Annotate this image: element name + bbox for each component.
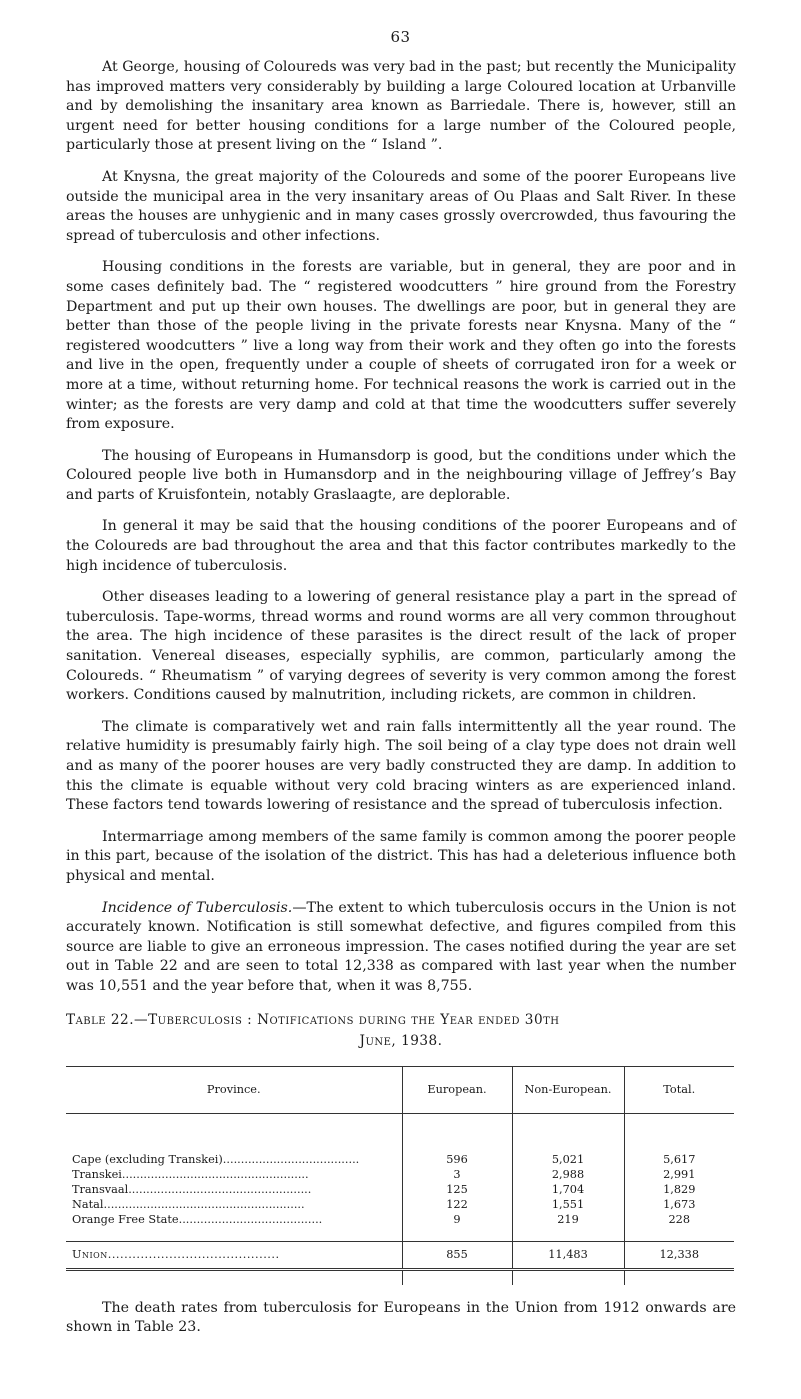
table-caption-line2: June, 1938. xyxy=(359,1033,443,1050)
cell-european: 125 xyxy=(402,1182,512,1197)
cell-total: 1,829 xyxy=(624,1182,734,1197)
cell-grand-total: 12,338 xyxy=(624,1241,734,1269)
table-caption xyxy=(66,1011,736,1052)
cell-union: Union.......................................... xyxy=(66,1241,402,1269)
header-province: Province. xyxy=(66,1066,402,1113)
table-row xyxy=(66,1167,734,1182)
table-tail xyxy=(66,1269,734,1285)
cell-european: 122 xyxy=(402,1197,512,1212)
cell-province: Transvaal................................................... xyxy=(72,1182,312,1196)
table-spacer xyxy=(66,1113,734,1152)
table-row xyxy=(66,1197,734,1212)
incidence-paragraph xyxy=(66,899,736,997)
table-row xyxy=(66,1182,734,1197)
cell-european: 3 xyxy=(402,1167,512,1182)
cell-total: 2,991 xyxy=(624,1167,734,1182)
paragraph: The climate is comparatively wet and rain falls intermittently all the year round. The relative humidity is presumably fairly high. The soil being of a clay type does not drain well and as many of the poorer houses are very badly constructed they are damp. In addition to this the climate is equable without very cold bracing winters as are experienced inland. These factors tend towards lowering of resistance and the spread of tuberculosis infection. xyxy=(66,718,736,814)
cell-total: 228 xyxy=(624,1212,734,1227)
paragraph: In general it may be said that the housing conditions of the poorer Europeans and of the Coloureds are bad throughout the area and that this factor contributes markedly to the high incidence of tuberculosis. xyxy=(66,518,736,574)
paragraph: Intermarriage among members of the same family is common among the poorer people in this part, because of the isolation of the district. This has had a deleterious influence both physical and mental. xyxy=(66,828,736,884)
cell-province: Cape (excluding Transkei)...................................... xyxy=(72,1152,360,1166)
paragraph: At George, housing of Coloureds was very bad in the past; but recently the Municipality has improved matters very considerably by building a large Coloured location at Urbanville and by demolishing the insanitary area known as Barriedale. There is, however, still an urgent need for better housing conditions for a large number of the Coloured people, particularly those at present living on the “ Island ”. xyxy=(66,59,736,154)
paragraph: At Knysna, the great majority of the Coloureds and some of the poorer Europeans live outside the municipal area in the very insanitary areas of Ou Plaas and Salt River. In these areas the houses are unhygienic and in many cases grossly overcrowded, thus favouring the spread of tuberculosis and other infections. xyxy=(66,168,736,244)
cell-non-european: 5,021 xyxy=(512,1152,624,1167)
cell-province: Transkei.................................................... xyxy=(72,1167,309,1181)
cell-non-european: 1,551 xyxy=(512,1197,624,1212)
cell-total: 1,673 xyxy=(624,1197,734,1212)
notifications-table xyxy=(66,1066,734,1285)
header-non-european: Non-European. xyxy=(512,1066,624,1113)
table-row xyxy=(66,1212,734,1227)
body-text xyxy=(66,58,736,1350)
cell-non-european: 219 xyxy=(512,1212,624,1227)
header-total: Total. xyxy=(624,1066,734,1113)
cell-european: 596 xyxy=(402,1152,512,1167)
cell-total: 5,617 xyxy=(624,1152,734,1167)
table-total-row xyxy=(66,1241,734,1269)
closing-paragraph: The death rates from tuberculosis for Europeans in the Union from 1912 onwards are shown in Table 23. xyxy=(66,1299,736,1336)
paragraph: The housing of Europeans in Humansdorp is good, but the conditions under which the Coloured people live both in Humansdorp and in the neighbouring village of Jeffrey’s Bay and parts of Kruisfontein, notably Graslaagte, are deplorable. xyxy=(66,447,736,503)
cell-province: Orange Free State........................................ xyxy=(72,1212,323,1226)
cell-province: Natal........................................................ xyxy=(72,1197,305,1211)
header-european: European. xyxy=(402,1066,512,1113)
table-row xyxy=(66,1152,734,1167)
incidence-text: —The extent to which tuberculosis occurs in the Union is not accurately known. Notification is still somewhat defective, and figures compiled from this source are liable to give an erroneous impression. The cases notified during the year are set out in Table 22 and are seen to total 12,338 as compared with last year when the number was 10,551 and the year before that, when it was 8,755. xyxy=(66,899,736,994)
cell-european-total: 855 xyxy=(402,1241,512,1269)
cell-non-european: 2,988 xyxy=(512,1167,624,1182)
table-spacer xyxy=(66,1227,734,1242)
table-header-row xyxy=(66,1066,734,1113)
cell-non-european: 1,704 xyxy=(512,1182,624,1197)
cell-european: 9 xyxy=(402,1212,512,1227)
table-caption-line1: Table 22.—Tuberculosis : Notifications during the Year ended 30th xyxy=(66,1011,560,1028)
page-number: 63 xyxy=(390,28,411,46)
incidence-heading: Incidence of Tuberculosis. xyxy=(102,899,293,916)
cell-non-european-total: 11,483 xyxy=(512,1241,624,1269)
paragraph: Other diseases leading to a lowering of general resistance play a part in the spread of tuberculosis. Tape-worms, thread worms and round worms are all very common throughout the area. The high incidence of these parasites is the direct result of the lack of proper sanitation. Venereal diseases, especially syphilis, are common, particularly among the Coloureds. “ Rheumatism ” of varying degrees of severity is very common among the forest workers. Conditions caused by malnutrition, including rickets, are common in children. xyxy=(66,589,736,704)
paragraph: Housing conditions in the forests are variable, but in general, they are poor and in some cases definitely bad. The “ registered woodcutters ” hire ground from the Forestry Department and put up their own houses. The dwellings are poor, but in general they are better than those of the people living in the private forests near Knysna. Many of the “ registered woodcutters ” live a long way from their work and they often go into the forests and live in the open, frequently under a couple of sheets of corrugated iron for a week or more at a time, without returning home. For technical reasons the work is carried out in the winter; as the forests are very damp and cold at that time the woodcutters suffer severely from exposure. xyxy=(66,259,736,433)
